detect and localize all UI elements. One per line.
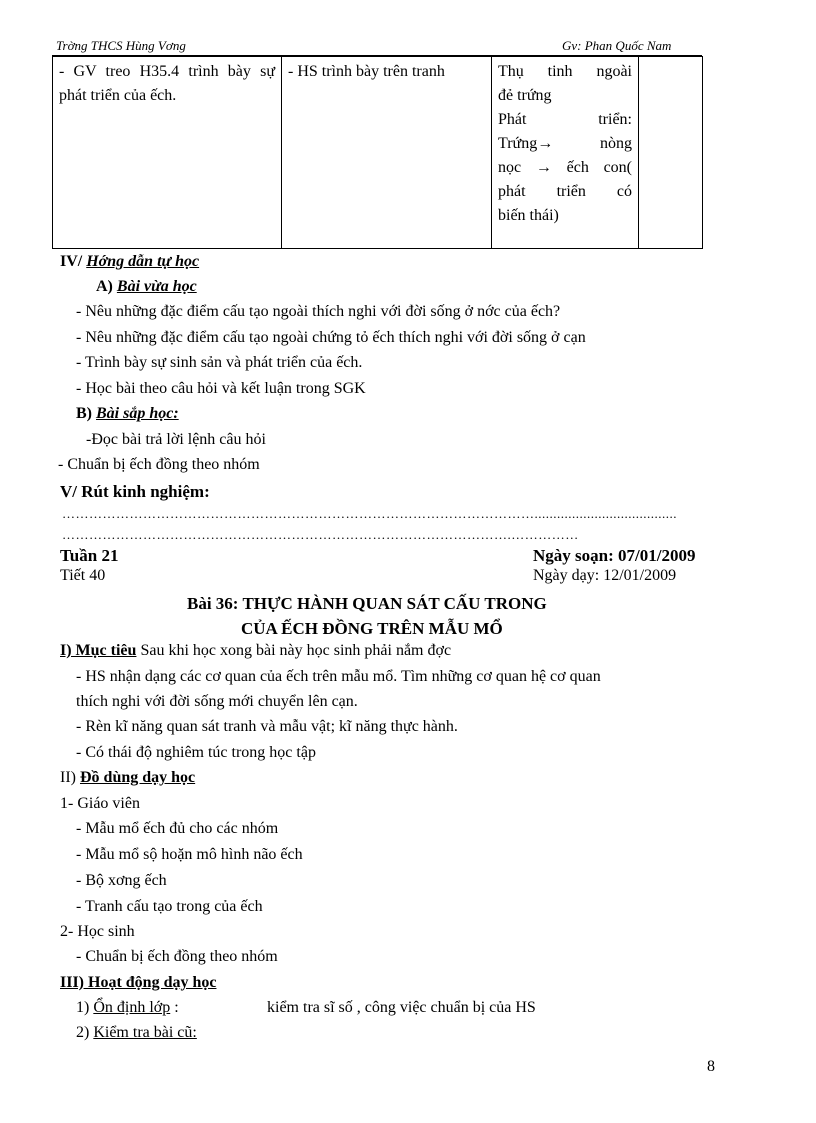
lesson-title-line1: Bài 36: THỰC HÀNH QUAN SÁT CẤU TRONG — [187, 594, 547, 613]
section4-part-b: B) Bài sắp học: — [76, 405, 179, 422]
content-line: phát triển có — [498, 183, 632, 200]
teacher-label: 1- Giáo viên — [60, 795, 140, 812]
list-item: -Đọc bài trả lời lệnh câu hỏi — [86, 431, 266, 448]
list-item: - Tranh cấu tạo trong của ếch — [76, 898, 263, 915]
content-line: đẻ trứng — [498, 87, 552, 104]
content-line: biến thái) — [498, 207, 559, 224]
list-item: - Chuẩn bị ếch đồng theo nhóm — [76, 948, 278, 965]
page-number: 8 — [707, 1058, 715, 1075]
list-item: - Chuẩn bị ếch đồng theo nhóm — [58, 456, 260, 473]
content-line: Phát triển: — [498, 111, 632, 128]
teach-date: Ngày dạy: 12/01/2009 — [533, 567, 677, 584]
list-item: thích nghi với đời sống mới chuyển lên cạn. — [76, 693, 358, 710]
student-activity-cell: - HS trình bày trên tranh — [282, 57, 492, 249]
content-line: Trứng→ nòng — [498, 135, 632, 152]
list-item: - HS nhận dạng các cơ quan của ếch trên mẫu mổ. Tìm những cơ quan hệ cơ quan — [76, 668, 601, 685]
materials-heading: II) Đồ dùng dạy học — [60, 769, 196, 786]
period-label: Tiết 40 — [60, 567, 106, 584]
list-item: - Rèn kĩ năng quan sát tranh và mẫu vật; kĩ năng thực hành. — [76, 718, 458, 735]
activity-step-2: 2) Kiểm tra bài cũ: — [76, 1024, 197, 1041]
header-teacher: Gv: Phan Quốc Nam — [562, 38, 672, 53]
objectives-heading: I) Mục tiêu Sau khi học xong bài này học sinh phải nắm đợc — [60, 642, 452, 659]
dotted-line: ……………………………………………………………………………………….…………… — [62, 527, 579, 542]
activity-step-1: 1) Ổn định lớp : — [76, 999, 179, 1016]
section5-heading: V/ Rút kinh nghiệm: — [60, 482, 210, 501]
list-item: - Nêu những đặc điểm cấu tạo ngoài chứng tỏ ếch thích nghi với đời sống ở cạn — [76, 329, 586, 346]
list-item: - Mẫu mổ sộ hoặn mô hình não ếch — [76, 846, 303, 863]
list-item: - Trình bày sự sinh sản và phát triển của ếch. — [76, 354, 363, 371]
list-item: - Học bài theo câu hỏi và kết luận trong SGK — [76, 380, 366, 397]
notes-cell — [639, 57, 703, 249]
activity-step-1-text: kiểm tra sĩ số , công việc chuẩn bị của HS — [267, 999, 536, 1016]
activity-table — [52, 56, 703, 249]
prep-date: Ngày soạn: 07/01/2009 — [533, 546, 696, 565]
list-item: - Có thái độ nghiêm túc trong học tập — [76, 744, 316, 761]
activities-heading: III) Hoạt động dạy học — [60, 974, 217, 991]
content-line: Thụ tinh ngoài — [498, 63, 632, 80]
content-line: nọc → ếch con( — [498, 159, 632, 176]
section4-part-a: A) Bài vừa học — [96, 278, 197, 295]
dotted-line: ……………………………………………………………………………………………...................................... — [62, 506, 677, 521]
section4-heading: IV/ Hớng dẫn tự học — [60, 253, 200, 270]
list-item: - Nêu những đặc điểm cấu tạo ngoài thích nghi với đời sống ở nớc của ếch? — [76, 303, 561, 320]
list-item: - Mẫu mổ ếch đủ cho các nhóm — [76, 820, 279, 837]
lesson-title-line2: CỦA ẾCH ĐỒNG TRÊN MẪU MỔ — [241, 619, 503, 638]
student-label: 2- Học sinh — [60, 923, 135, 940]
content-cell — [492, 57, 639, 249]
header-school: Trờng THCS Hùng Vơng — [56, 38, 186, 53]
teacher-activity-cell: - GV treo H35.4 trình bày sự phát triển của ếch. — [53, 57, 282, 249]
list-item: - Bộ xơng ếch — [76, 872, 167, 889]
week-label: Tuần 21 — [60, 546, 119, 565]
